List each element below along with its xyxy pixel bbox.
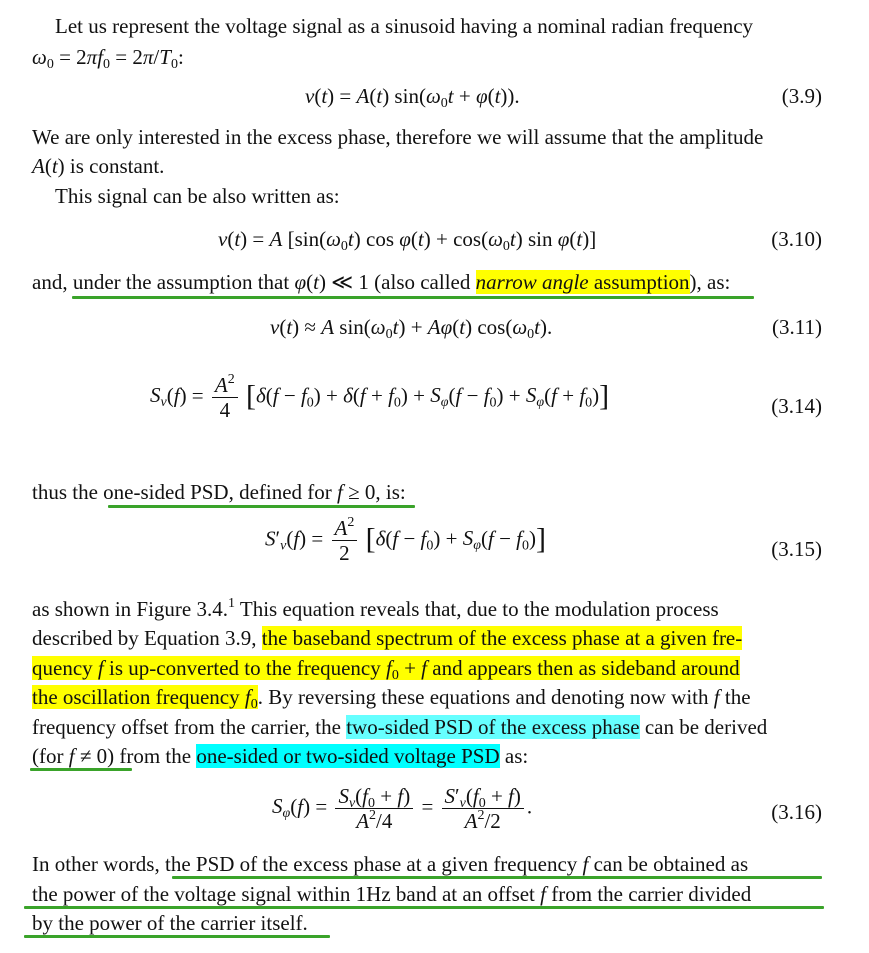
equation-number-3-14: (3.14): [771, 394, 822, 418]
equation-number-3-9: (3.9): [781, 84, 822, 108]
equation-number-3-11: (3.11): [772, 315, 822, 339]
equation-3-15: $S'_v(f)$ = $\frac{A^2}{2}$ $[\delta(f - f_0) + S_\varphi(f - f_0)]$: [265, 515, 546, 565]
highlight-baseband-2: quency f is up-converted to the frequency $f_0 + f$ and appears then as sideband around: [32, 656, 740, 683]
fraction-a2-over-2: $\frac{A^2}{2}$: [332, 516, 358, 565]
equation-number-3-10: (3.10): [771, 227, 822, 251]
equation-3-14: $S_v(f)$ = $\frac{A^2}{4}$ $[\delta(f - f_0) + \delta(f + f_0) + S_\varphi(f - f_0) + S_\varphi(f + f_0)]$: [150, 372, 610, 422]
paragraph-7-line-2: the power of the voltage signal within 1Hz band at an offset f from the carrier divided: [32, 882, 752, 906]
equation-3-11: v(t) ≈ A $\sin(\omega_0t) + A\varphi(t)$ $\cos(\omega_0t)$.: [270, 315, 553, 342]
paragraph-3-line-1: This signal can be also written as:: [55, 184, 340, 208]
equation-3-9: v(t) = A(t) $\sin(\omega_0t + \varphi(t))$.: [305, 84, 520, 111]
paragraph-6-line-4: the oscillation frequency $f_0$. By reversing these equations and denoting now with f the: [32, 685, 751, 712]
paragraph-4: and, under the assumption that φ(t) ≪ 1 (also called narrow angle assumption), as:: [32, 270, 731, 294]
paragraph-6-line-2: described by Equation 3.9, the baseband spectrum of the excess phase at a given fre-: [32, 626, 743, 650]
underline-one-sided-psd: [108, 505, 415, 508]
paragraph-6-line-5: frequency offset from the carrier, the two-sided PSD of the excess phase can be derived: [32, 715, 768, 739]
paragraph-2-line-1: We are only interested in the excess phase, therefore we will assume that the amplitude: [32, 125, 764, 149]
paragraph-6-line-6: (for f ≠ 0) from the one-sided or two-sided voltage PSD as:: [32, 744, 529, 768]
underline-narrow-angle: [72, 296, 754, 299]
highlight-narrow-angle: narrow angle assumption: [475, 270, 690, 294]
paragraph-5: thus the one-sided PSD, defined for f ≥ 0, is:: [32, 480, 406, 504]
paragraph-6-line-3: [32, 654, 740, 683]
underline-psd-line-1: [172, 876, 822, 879]
paragraph-1-line-1: Let us represent the voltage signal as a sinusoid having a nominal radian frequency: [55, 14, 754, 38]
highlight-two-sided-psd: two-sided PSD of the excess phase: [346, 715, 640, 739]
highlight-baseband-1: the baseband spectrum of the excess phase at a given fre-: [261, 626, 743, 650]
fraction-svprime-over-a2-2: $\frac{S'_v(f_0 + f)}{A^2/2}$: [442, 784, 524, 833]
equation-3-16: $S_\varphi(f)$ = $\frac{S_v(f_0 + f)}{A^2/4}$ = $\frac{S'_v(f_0 + f)}{A^2/2}$ .: [272, 784, 533, 833]
highlight-baseband-3: the oscillation frequency $f_0$: [32, 685, 258, 712]
paragraph-6-line-1: as shown in Figure 3.4.$^1$ This equation reveals that, due to the modulation process: [32, 596, 719, 621]
paragraph-1-line-2: $\omega_0 = 2\pi f_0 = 2\pi/T_0$:: [32, 45, 184, 72]
underline-for-f-ne-0: [30, 768, 132, 771]
paragraph-7-line-3: by the power of the carrier itself.: [32, 911, 308, 935]
equation-number-3-16: (3.16): [771, 800, 822, 824]
fraction-sv-over-a2-4: $\frac{S_v(f_0 + f)}{A^2/4}$: [335, 784, 413, 833]
equation-3-10: v(t) = A [$\sin(\omega_0t)$ $\cos \varphi(t) + \cos(\omega_0t)$ sin φ(t)]: [218, 227, 597, 254]
fraction-a2-over-4: $\frac{A^2}{4}$: [212, 373, 238, 422]
equation-number-3-15: (3.15): [771, 537, 822, 561]
paragraph-2-line-2: A(t) is constant.: [32, 154, 165, 178]
underline-psd-line-3: [24, 935, 330, 938]
highlight-voltage-psd: one-sided or two-sided voltage PSD: [196, 744, 500, 768]
paragraph-7-line-1: In other words, the PSD of the excess phase at a given frequency f can be obtained as: [32, 852, 749, 876]
